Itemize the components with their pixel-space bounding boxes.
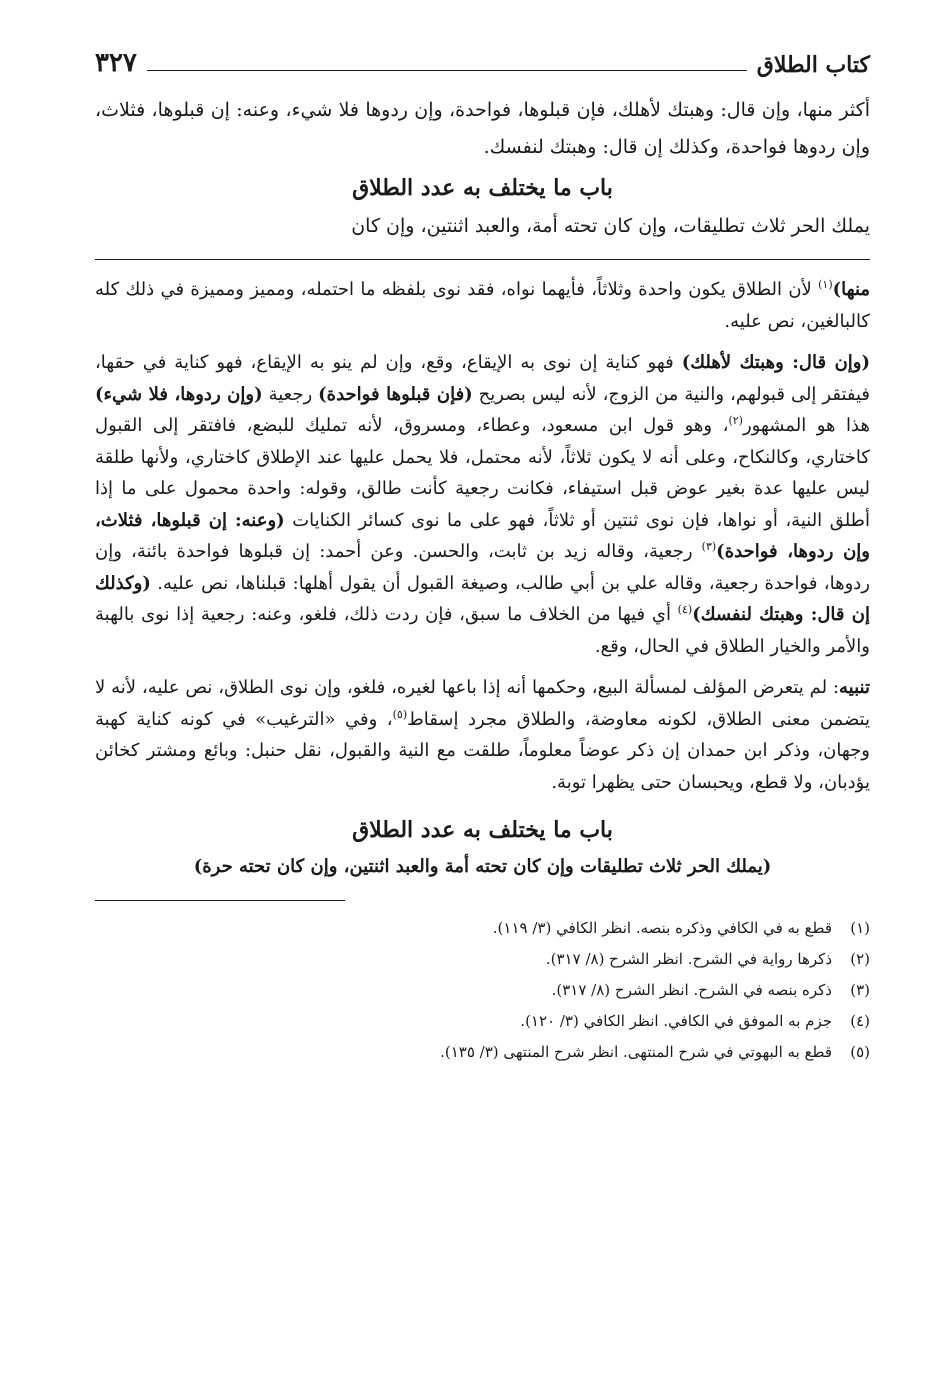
matn-quote-inline: (فإن قبلوها فواحدة) [318, 383, 473, 405]
footnote-number: (٤) [850, 1012, 870, 1030]
footnote-ref-3: (٣) [701, 540, 717, 553]
sharh-text: لأن الطلاق يكون واحدة وثلاثاً، فأيهما نواه، فقد نوى بلفظه ما احتمله، ومميز ومميزة في ذلك كله كالبالغين، نص عليه. [95, 279, 870, 332]
matn-quote-inline: (وإن ردوها، فلا شيء) [95, 383, 263, 405]
footnote [95, 975, 870, 1006]
sharh-paragraph-3 [95, 672, 870, 798]
matn-quote-inline: (وعنه: إن قبلوها، فثلاث، وإن ردوها، فواحدة) [95, 509, 870, 562]
footnote-text: قطع به البهوتي في شرح المنتهى. انظر شرح المنتهى (٣/ ١٣٥). [440, 1043, 832, 1061]
matn-quote-inline: (وإن قال: وهبتك لأهلك) [681, 352, 870, 373]
footnote-ref-2: (٢) [728, 414, 743, 427]
sharh-text: رجعية، وقاله زيد بن ثابت، والحسن. وعن أحمد: إن قبلوها فواحدة بائنة، وإن ردوها، فواحدة رجعية، وقاله علي بن أبي طالب، وصيغة القبول أن يقول أهلها: قبلناها، نص عليه. [95, 541, 870, 594]
footnote [95, 944, 870, 975]
sharh-paragraph-1 [95, 274, 870, 337]
footnote [95, 1037, 870, 1068]
matn-chapter-line: يملك الحر ثلاث تطليقات، وإن كان تحته أمة، والعبد اثنتين، وإن كان [351, 215, 870, 237]
footnote-ref-1: (١) [818, 278, 833, 291]
matn-quote-inline: منها) [832, 279, 871, 300]
chapter-heading: باب ما يختلف به عدد الطلاق [352, 175, 613, 201]
footnote-ref-5: (٥) [392, 707, 408, 721]
sharh-text: ، وفي «الترغيب» في كونه كناية كهبة وجهان، وذكر ابن حمدان إن ذكر عوضاً معلوماً، طلقت مع النية والقبول، نقل حنبل: وبائع ومشتر كخائن يؤدبان، ولا قطع، ويحبسان حتى يظهرا توبة. [95, 708, 870, 793]
sharh-text: : لم يتعرض المؤلف لمسألة البيع، وحكمها أنه إذا باعها لغيره، فلغو، وإن نوى الطلاق، نص عليه، لأنه لا يتضمن معنى الطلاق، لكونه معاوضة، والطلاق مجرد إسقاط [95, 677, 871, 730]
sharh-text: أي فيها من الخلاف ما سبق، فإن ردت ذلك، فلغو، وعنه: رجعية إذا نوى بالهبة والأمر والخيار الطلاق في الحال، وقع. [95, 604, 870, 657]
footnote-text: قطع به في الكافي وذكره بنصه. انظر الكافي (٣/ ١١٩). [492, 919, 832, 937]
sharh-text: ، وهو قول ابن مسعود، وعطاء، ومسروق، لأنه تمليك للبضع، فافتقر إلى القبول كاختاري، وكالنكاح، وعلى أنه لا يكون ثلاثاً، لأنه محتمل، فلا يحمل عليها عند الإطلاق كاختاري، ولأنها طلقة ليس عليها عدة بغير عوض قبل استيفاء، فكانت رجعية كأنت طالق، وقوله: واحدة محمول على ما إذا أطلق النية، أو نواها، فإن نوى ثنتين أو ثلاثاً، فهو على ما نوى كسائر الكنايات [95, 415, 870, 531]
sharh-text: فهو كناية إن نوى به الإيقاع، وقع، وإن لم ينو به الإيقاع، فهو كناية في حقها، فيفتقر إلى قبولهم، والنية من الزوج، لأنه ليس بصريح [95, 352, 871, 405]
footnote-text: جزم به الموفق في الكافي. انظر الكافي (٣/ ١٢٠). [520, 1012, 832, 1030]
footnote-rule [95, 900, 345, 901]
footnote-number: (٣) [850, 981, 870, 999]
book-title: كتاب الطلاق [756, 52, 870, 78]
header-rule [147, 70, 747, 71]
footnote-text: ذكرها رواية في الشرح. انظر الشرح (٨/ ٣١٧). [545, 950, 832, 968]
footnote-number: (١) [850, 919, 870, 937]
footnote-number: (٢) [850, 950, 870, 968]
footnote-ref-4: (٤) [677, 603, 693, 616]
chapter-heading-2: باب ما يختلف به عدد الطلاق [352, 817, 613, 843]
footnotes [95, 913, 870, 1068]
footnote [95, 1006, 870, 1037]
note-label: تنبيه [839, 677, 870, 698]
matn-quote-inline: (وكذلك إن قال: وهبتك لنفسك) [95, 572, 870, 625]
footnote-number: (٥) [850, 1043, 870, 1061]
sharh-paragraph-2 [95, 347, 870, 662]
matn-top-text: أكثر منها، وإن قال: وهبتك لأهلك، فإن قبلوها، فواحدة، وإن ردوها فلا شيء، وعنه: إن قبلوها، فثلاث، وإن ردوها فواحدة، وكذلك إن قال: وهبتك لنفسك. [95, 99, 870, 158]
sharh-text: رجعية [262, 383, 319, 405]
page-number: ٣٢٧ [95, 48, 137, 78]
footnote-text: ذكره بنصه في الشرح. انظر الشرح (٨/ ٣١٧). [551, 981, 832, 999]
matn-sharh-divider [95, 259, 870, 260]
footnote [95, 913, 870, 944]
document-page [95, 40, 870, 1068]
matn-quote-line: (يملك الحر ثلاث تطليقات وإن كان تحته أمة والعبد اثنتين، وإن كان تحته حرة) [193, 856, 772, 877]
sharh-text: هذا هو المشهور [742, 415, 870, 436]
page-header [95, 40, 870, 78]
